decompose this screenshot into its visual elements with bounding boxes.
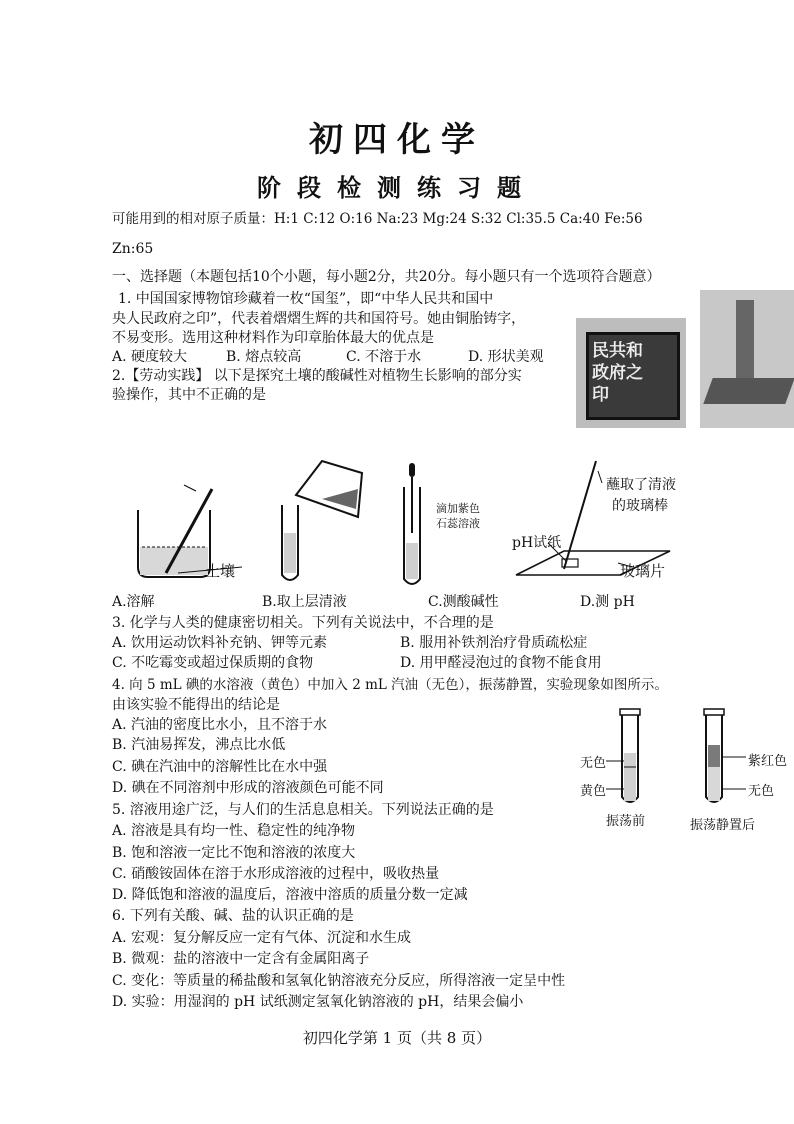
label-colorless-top: 无色 [580,756,607,771]
seal-text: 民共和 政府之 印 [592,341,643,405]
rod-label-2: 的玻璃棒 [612,498,668,514]
q4-option-c: C. 碘在汽油中的溶解性比在水中强 [112,759,328,775]
soil-label: 土壤 [205,562,236,580]
q2-line-2: 验操作，其中不正确的是 [112,387,266,403]
label-colorless-bottom: 无色 [748,784,775,799]
label-after-shaking: 振荡静置后 [690,818,756,833]
atomic-mass-line-1: 可能用到的相对原子质量：H:1 C:12 O:16 Na:23 Mg:24 S:32 Cl:35.5 Ca:40 Fe:56 [112,211,643,227]
seal-object-photo [700,290,794,428]
q5-option-d: D. 降低饱和溶液的温度后，溶液中溶质的质量分数一定减 [112,887,468,903]
rod-label-1: 蘸取了清液 [606,477,676,493]
page-title: 初四化学 [309,120,485,160]
q1-option-a: A. 硬度较大 [112,349,188,365]
label-purple-red: 紫红色 [748,754,788,769]
q1-line-1: 1. 中国国家博物馆珍藏着一枚“国玺”，即“中华人民共和国中 [118,291,494,307]
q5-option-c: C. 硝酸铵固体在溶于水形成溶液的过程中，吸收热量 [112,866,440,882]
q2-caption-c: C.测酸碱性 [428,594,499,610]
q3-option-d: D. 用甲醛浸泡过的食物不能食用 [400,655,602,671]
q1-option-c: C. 不溶于水 [346,349,422,365]
q6-stem: 6. 下列有关酸、碱、盐的认识正确的是 [112,908,354,924]
test-tube-after-icon [704,709,746,802]
dropper-icon [404,463,420,584]
q2-caption-d: D.测 pH [580,594,635,610]
q2-apparatus-figure [100,455,790,615]
q4-option-a: A. 汽油的密度比水小，且不溶于水 [112,717,328,733]
q3-option-a: A. 饮用运动饮料补充钠、钾等元素 [112,635,328,651]
q6-option-c: C. 变化：等质量的稀盐酸和氢氧化钠溶液充分反应，所得溶液一定呈中性 [112,973,566,989]
q4-option-d: D. 碘在不同溶剂中形成的溶液颜色可能不同 [112,780,384,796]
q5-stem: 5. 溶液用途广泛，与人们的生活息息相关。下列说法正确的是 [112,802,494,818]
indicator-label-1: 滴加紫色 [436,502,480,515]
q2-caption-a: A.溶解 [112,594,155,610]
q1-option-b: B. 熔点较高 [226,349,302,365]
q3-option-c: C. 不吃霉变或超过保质期的食物 [112,655,314,671]
q4-option-b: B. 汽油易挥发，沸点比水低 [112,737,286,753]
test-tube-before-icon [606,709,640,802]
pouring-icon [282,461,362,580]
section-heading: 一、选择题（本题包括10个小题，每小题2分，共20分。每小题只有一个选项符合题意） [112,269,661,285]
q1-option-d: D. 形状美观 [468,349,544,365]
label-yellow: 黄色 [580,784,607,799]
seal-imprint-photo [576,318,686,428]
q5-option-a: A. 溶液是具有均一性、稳定性的纯净物 [112,823,356,839]
glass-slide-label: 玻璃片 [620,562,666,580]
page-subtitle: 阶段检测练习题 [257,173,537,202]
q2-caption-b: B.取上层清液 [262,594,347,610]
q3-option-b: B. 服用补铁剂治疗骨质疏松症 [400,635,588,651]
q6-option-b: B. 微观：盐的溶液中一定含有金属阳离子 [112,951,370,967]
q2-line-1: 2.【劳动实践】 以下是探究土壤的酸碱性对植物生长影响的部分实 [112,368,522,384]
q6-option-d: D. 实验：用湿润的 pH 试纸测定氢氧化钠溶液的 pH，结果会偏小 [112,994,524,1010]
ph-paper-label: pH试纸 [512,535,562,551]
label-before-shaking: 振荡前 [606,814,646,829]
q1-line-2: 央人民政府之印”，代表着熠熠生辉的共和国符号。她由铜胎铸字， [112,311,526,327]
page-footer: 初四化学第 1 页（共 8 页） [302,1029,492,1047]
indicator-label-2: 石蕊溶液 [436,517,480,530]
q1-line-3: 不易变形。选用这种材料作为印章胎体最大的优点是 [112,330,434,346]
atomic-mass-line-2: Zn:65 [112,241,154,257]
q4-stem-1: 4. 向 5 mL 碘的水溶液（黄色）中加入 2 mL 汽油（无色），振荡静置，实验现象如图所示。 [112,677,668,693]
q6-option-a: A. 宏观：复分解反应一定有气体、沉淀和水生成 [112,930,412,946]
q3-stem: 3. 化学与人类的健康密切相关。下列有关说法中，不合理的是 [112,615,494,631]
q5-option-b: B. 饱和溶液一定比不饱和溶液的浓度大 [112,845,356,861]
q4-stem-2: 由该实验不能得出的结论是 [112,697,280,713]
